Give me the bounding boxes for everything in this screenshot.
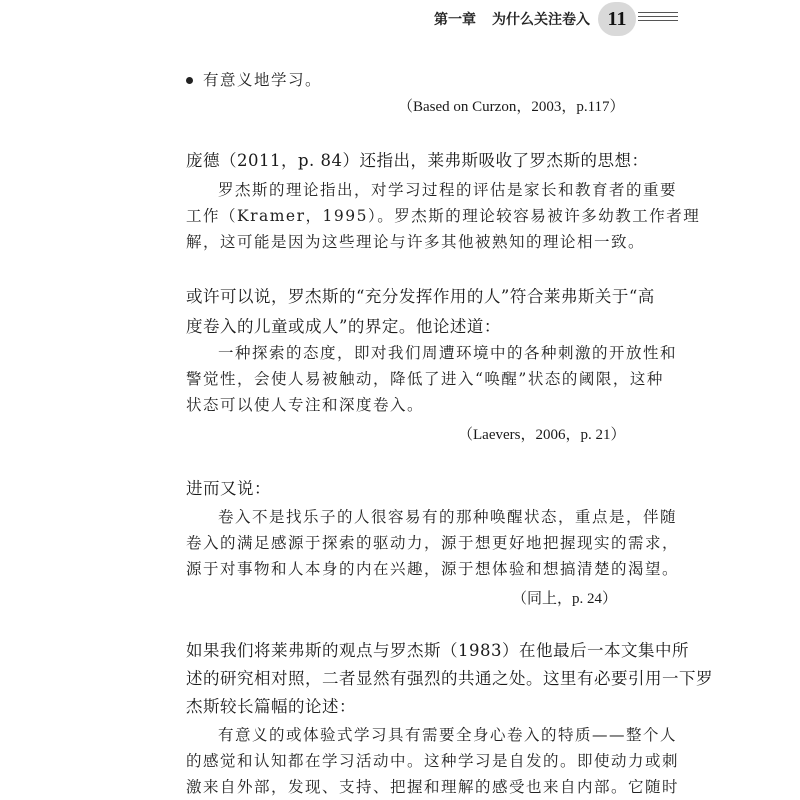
- citation: （Laevers，2006，p. 21）: [458, 427, 626, 443]
- paragraph-line: 如果我们将莱弗斯的观点与罗杰斯（1983）在他最后一本文集中所: [186, 641, 689, 660]
- bullet-text: 有意义地学习。: [203, 71, 323, 89]
- quote-line: 激来自外部，发现、支持、把握和理解的感受也来自内部。它随时: [186, 778, 680, 796]
- paragraph: 进而又说：: [186, 479, 271, 498]
- paragraph-line: 或许可以说，罗杰斯的“充分发挥作用的人”符合莱弗斯关于“高: [186, 287, 655, 306]
- paragraph-line: 度卷入的儿童或成人”的界定。他论述道：: [186, 317, 501, 336]
- paragraph: 庞德（2011，p. 84）还指出，莱弗斯吸收了罗杰斯的思想：: [186, 151, 649, 170]
- citation: （Based on Curzon，2003，p.117）: [398, 99, 625, 115]
- page-number: 11: [598, 2, 636, 36]
- citation: （同上，p. 24）: [512, 591, 618, 607]
- paragraph-line: 述的研究相对照，二者显然有强烈的共通之处。这里有必要引用一下罗: [186, 669, 713, 688]
- chapter-label: 第一章: [434, 12, 476, 28]
- quote-line: 解，这可能是因为这些理论与许多其他被熟知的理论相一致。: [186, 233, 646, 251]
- running-header: [0, 0, 800, 40]
- header-rule: [638, 12, 678, 24]
- quote-line: 有意义的或体验式学习具有需要全身心卷入的特质——整个人: [218, 726, 678, 744]
- quote-line: 状态可以使人专注和深度卷入。: [186, 396, 425, 414]
- bullet-icon: [186, 77, 193, 84]
- chapter-title: 为什么关注卷入: [492, 12, 590, 28]
- quote-line: 的感觉和认知都在学习活动中。这种学习是自发的。即使动力或刺: [186, 752, 680, 770]
- quote-line: 一种探索的态度，即对我们周遭环境中的各种刺激的开放性和: [218, 344, 678, 362]
- quote-line: 工作（Kramer，1995）。罗杰斯的理论较容易被许多幼教工作者理: [186, 207, 701, 225]
- quote-line: 警觉性，会使人易被触动，降低了进入“唤醒”状态的阈限，这种: [186, 370, 664, 388]
- chapter-heading: [434, 9, 590, 29]
- quote-line: 卷入不是找乐子的人很容易有的那种唤醒状态，重点是，伴随: [218, 508, 678, 526]
- quote-line: 卷入的满足感源于探索的驱动力，源于想更好地把握现实的需求，: [186, 534, 680, 552]
- quote-line: 罗杰斯的理论指出，对学习过程的评估是家长和教育者的重要: [218, 181, 678, 199]
- quote-line: 源于对事物和人本身的内在兴趣，源于想体验和想搞清楚的渴望。: [186, 560, 680, 578]
- paragraph-line: 杰斯较长篇幅的论述：: [186, 697, 356, 716]
